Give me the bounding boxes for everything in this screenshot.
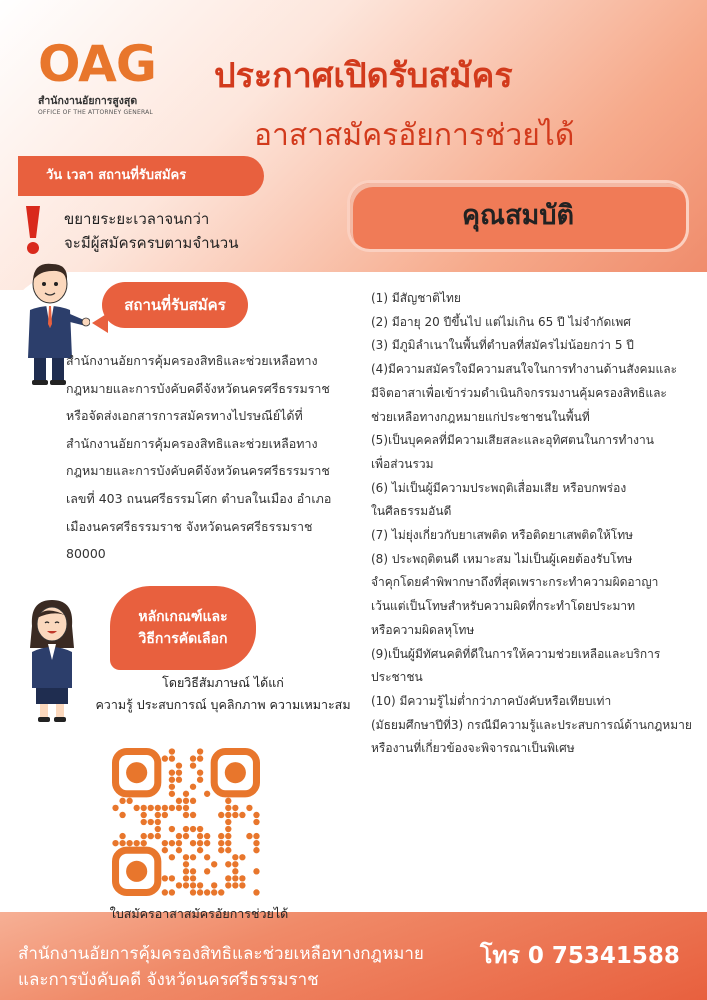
qr-dot	[190, 755, 196, 761]
qr-dot	[141, 819, 147, 825]
qr-dot	[169, 805, 175, 811]
qr-dot	[232, 882, 238, 888]
qr-dot	[197, 755, 203, 761]
qr-dot	[253, 833, 259, 839]
qr-dot	[225, 798, 231, 804]
qualification-line: (1) มีสัญชาติไทย	[371, 291, 461, 305]
qr-dot	[162, 840, 168, 846]
qr-dot	[225, 882, 231, 888]
qr-dot	[176, 833, 182, 839]
selection-label-line: หลักเกณฑ์และ	[138, 609, 228, 625]
qr-dot	[218, 812, 224, 818]
footer-office-line: และการบังคับคดี จังหวัดนครศรีธรรมราช	[18, 970, 319, 990]
qr-dot	[162, 847, 168, 853]
qr-code[interactable]	[112, 748, 260, 896]
qr-dot	[183, 854, 189, 860]
qr-dot	[119, 833, 125, 839]
qr-finder-dot	[225, 762, 246, 783]
qualification-line: (6) ไม่เป็นผู้มีความประพฤติเสื่อมเสีย หรือบกพร่อง	[371, 480, 627, 495]
qr-dot	[225, 833, 231, 839]
qr-dot	[253, 819, 259, 825]
qr-dot	[162, 755, 168, 761]
selection-method-line: โดยวิธีสัมภาษณ์ ได้แก่	[162, 675, 284, 690]
page-subtitle: อาสาสมัครอัยการช่วยได้	[254, 118, 575, 153]
qr-dot	[141, 805, 147, 811]
qr-dot	[176, 840, 182, 846]
location-line: สำนักงานอัยการคุ้มครองสิทธิและช่วยเหลือทาง	[66, 353, 318, 368]
qualification-line: เพื่อส่วนรวม	[371, 456, 434, 471]
qr-dot	[169, 784, 175, 790]
qr-dot	[225, 812, 231, 818]
qr-dot	[169, 755, 175, 761]
qr-dot	[162, 812, 168, 818]
qualification-line: ประชาชน	[371, 670, 423, 685]
qr-dot	[183, 826, 189, 832]
qr-dot	[253, 847, 259, 853]
logo-name-th: สำนักงานอัยการสูงสุด	[38, 95, 138, 107]
qr-dot	[183, 833, 189, 839]
qr-dot	[169, 791, 175, 797]
extend-notice-line: จะมีผู้สมัครครบตามจำนวน	[64, 234, 239, 252]
qr-dot	[246, 833, 252, 839]
qr-dot	[211, 882, 217, 888]
qr-dot	[112, 840, 118, 846]
qr-dot	[197, 882, 203, 888]
qr-dot	[155, 833, 161, 839]
qr-finder-dot	[126, 762, 147, 783]
oag-logo	[38, 35, 188, 116]
qr-dot	[126, 798, 132, 804]
qr-dot	[204, 868, 210, 874]
qr-dot	[119, 812, 125, 818]
qr-dot	[169, 854, 175, 860]
qr-dot	[169, 748, 175, 754]
qr-dot	[162, 889, 168, 895]
qualification-line: (2) มีอายุ 20 ปีขึ้นไป แต่ไม่เกิน 65 ปี ไม่จำกัดเพศ	[371, 314, 631, 329]
qualification-line: (5)เป็นบุคคลที่มีความเสียสละและอุทิศตนในการทำงาน	[371, 433, 654, 448]
location-label: สถานที่รับสมัคร	[102, 282, 248, 328]
qr-dot	[197, 826, 203, 832]
qr-dot	[232, 875, 238, 881]
qualification-line: (9)เป็นผู้มีทัศนคติที่ดีในการให้ความช่วยเหลือและบริการ	[371, 646, 661, 661]
qualifications-title: คุณสมบัติ	[461, 200, 575, 231]
qr-caption: ใบสมัครอาสาสมัครอัยการช่วยได้	[109, 906, 289, 921]
qr-dot	[225, 840, 231, 846]
qr-dot	[119, 798, 125, 804]
qr-dot	[225, 847, 231, 853]
qr-dot	[141, 812, 147, 818]
qr-dot	[169, 777, 175, 783]
location-line: 80000	[66, 546, 106, 562]
qr-dot	[204, 840, 210, 846]
qr-dot	[218, 889, 224, 895]
qr-dot	[225, 861, 231, 867]
qualification-line: (มัธยมศึกษาปีที่3) กรณีมีความรู้และประสบการณ์ด้านกฎหมาย	[371, 717, 692, 732]
qr-dot	[190, 840, 196, 846]
qr-dot	[176, 805, 182, 811]
footer-office-line: สำนักงานอัยการคุ้มครองสิทธิและช่วยเหลือทางกฎหมาย	[18, 944, 424, 964]
qr-dot	[218, 840, 224, 846]
qr-dot	[190, 854, 196, 860]
extend-notice	[64, 207, 238, 255]
qr-dot	[176, 798, 182, 804]
qr-dot	[183, 798, 189, 804]
qr-dot	[197, 769, 203, 775]
qr-dot	[204, 889, 210, 895]
qr-dot	[190, 868, 196, 874]
qr-dot	[183, 812, 189, 818]
extend-notice-line: ขยายระยะเวลาจนกว่า	[64, 210, 210, 228]
qr-dot	[169, 826, 175, 832]
location-line: เลขที่ 403 ถนนศรีธรรมโศก ตำบลในเมือง อำเภอ	[66, 490, 332, 506]
qr-dot	[112, 805, 118, 811]
selection-criteria-label	[110, 586, 256, 670]
qr-dot	[155, 819, 161, 825]
qr-dot	[133, 805, 139, 811]
qr-dot	[119, 840, 125, 846]
qr-dot	[232, 805, 238, 811]
qr-dot	[162, 875, 168, 881]
qualification-line: หรืองานที่เกี่ยวข้องจะพิจารณาเป็นพิเศษ	[371, 741, 575, 756]
qr-dot	[155, 805, 161, 811]
qr-dot	[183, 882, 189, 888]
qr-dot	[155, 812, 161, 818]
qualification-line: ช่วยเหลือทางกฎหมายแก่ประชาชนในพื้นที่	[371, 409, 590, 424]
qr-dot	[197, 840, 203, 846]
qualification-line: หรือความผิดลหุโทษ	[371, 622, 475, 637]
qr-dot	[155, 826, 161, 832]
qr-dot	[253, 840, 259, 846]
qr-dot	[190, 762, 196, 768]
qr-dot	[176, 762, 182, 768]
qr-dot	[204, 833, 210, 839]
qr-dot	[225, 819, 231, 825]
qr-dot	[211, 889, 217, 895]
qr-dot	[232, 861, 238, 867]
qr-dot	[232, 854, 238, 860]
qr-dot	[176, 847, 182, 853]
qr-dot	[239, 875, 245, 881]
qualification-line: (7) ไม่ยุ่งเกี่ยวกับยาเสพติด หรือติดยาเสพติดให้โทษ	[371, 528, 634, 543]
location-line: กฎหมายและการบังคับคดีจังหวัดนครศรีธรรมราช	[66, 380, 330, 396]
qr-dot	[197, 777, 203, 783]
qr-dot	[141, 833, 147, 839]
logo-name-en: OFFICE OF THE ATTORNEY GENERAL	[38, 109, 153, 116]
location-line: สำนักงานอัยการคุ้มครองสิทธิและช่วยเหลือทาง	[66, 435, 318, 451]
page-title: ประกาศเปิดรับสมัคร	[214, 56, 513, 96]
qr-dot	[148, 819, 154, 825]
location-line: เมืองนครศรีธรรมราช จังหวัดนครศรีธรรมราช	[66, 518, 313, 534]
qr-dot	[232, 868, 238, 874]
selection-method	[78, 672, 368, 716]
qr-finder-dot	[126, 861, 147, 882]
qr-dot	[253, 889, 259, 895]
selection-label-line: วิธีการคัดเลือก	[138, 631, 228, 647]
qualifications-list	[371, 287, 701, 761]
location-line: กฎหมายและการบังคับคดีจังหวัดนครศรีธรรมราช	[66, 463, 330, 479]
logo-mark: OAG	[38, 35, 156, 93]
location-line: หรือจัดส่งเอกสารการสมัครทางไปรษณีย์ได้ที่	[66, 408, 303, 424]
qualification-line: (3) มีภูมิลำเนาในพื้นที่ตำบลที่สมัครไม่น้อยกว่า 5 ปี	[371, 338, 634, 353]
qr-dot	[183, 791, 189, 797]
qr-dot	[204, 854, 210, 860]
location-address	[66, 347, 366, 568]
date-time-place-tag: วัน เวลา สถานที่รับสมัคร	[18, 156, 264, 196]
qr-dot	[190, 812, 196, 818]
qr-dot	[190, 882, 196, 888]
qr-dot	[190, 889, 196, 895]
qr-dot	[190, 798, 196, 804]
qr-dot	[197, 889, 203, 895]
qr-dot	[197, 748, 203, 754]
qualification-line: (10) มีความรู้ไม่ต่ำกว่าภาคบังคับหรือเทียบเท่า	[371, 693, 612, 708]
qualification-line: ในศีลธรรมอันดี	[371, 504, 452, 519]
qr-dot	[183, 861, 189, 867]
qr-dot	[204, 791, 210, 797]
qualification-line: (4)มีความสมัครใจมีความสนใจในการทำงานด้านสังคมและ	[371, 362, 678, 377]
qr-dot	[183, 875, 189, 881]
phone-number: โทร 0 75341588	[480, 943, 680, 969]
qr-dot	[133, 840, 139, 846]
qr-dot	[225, 875, 231, 881]
qr-dot	[239, 812, 245, 818]
qr-dot	[183, 805, 189, 811]
qr-dot	[169, 840, 175, 846]
qr-dot	[176, 777, 182, 783]
qualification-line: (8) ประพฤติตนดี เหมาะสม ไม่เป็นผู้เคยต้องรับโทษ	[371, 551, 633, 566]
exclamation-icon	[18, 204, 48, 256]
qr-dot	[197, 833, 203, 839]
qualification-line: มีจิตอาสาเพื่อเข้าร่วมดำเนินกิจกรรมงานคุ้มครองสิทธิและ	[371, 385, 667, 400]
qr-dot	[169, 769, 175, 775]
qr-dot	[176, 769, 182, 775]
qr-dot	[253, 812, 259, 818]
qr-dot	[225, 826, 231, 832]
qr-dot	[169, 875, 175, 881]
qr-dot	[239, 854, 245, 860]
qr-dot	[197, 847, 203, 853]
qr-dot	[218, 833, 224, 839]
qualification-line: เว้นแต่เป็นโทษสำหรับความผิดที่กระทำโดยประมาท	[371, 599, 636, 614]
qr-dot	[253, 868, 259, 874]
qr-dot	[190, 875, 196, 881]
qr-dot	[239, 882, 245, 888]
qr-dot	[148, 833, 154, 839]
qr-dot	[183, 868, 189, 874]
selection-method-line: ความรู้ ประสบการณ์ บุคลิกภาพ ความเหมาะสม	[95, 697, 351, 712]
qr-dot	[126, 840, 132, 846]
qr-dot	[169, 889, 175, 895]
qr-dot	[148, 805, 154, 811]
qr-dot	[162, 805, 168, 811]
qr-dot	[225, 805, 231, 811]
qualification-line: จำคุกโดยคำพิพากษาถึงที่สุดเพราะกระทำความผิดอาญา	[371, 575, 659, 590]
qr-dot	[141, 840, 147, 846]
qr-dot	[232, 812, 238, 818]
businesswoman-illustration	[24, 598, 80, 724]
qr-dot	[190, 784, 196, 790]
qr-dot	[218, 847, 224, 853]
qr-dot	[190, 826, 196, 832]
qr-dot	[176, 882, 182, 888]
qr-dot	[246, 805, 252, 811]
qr-dot	[211, 861, 217, 867]
